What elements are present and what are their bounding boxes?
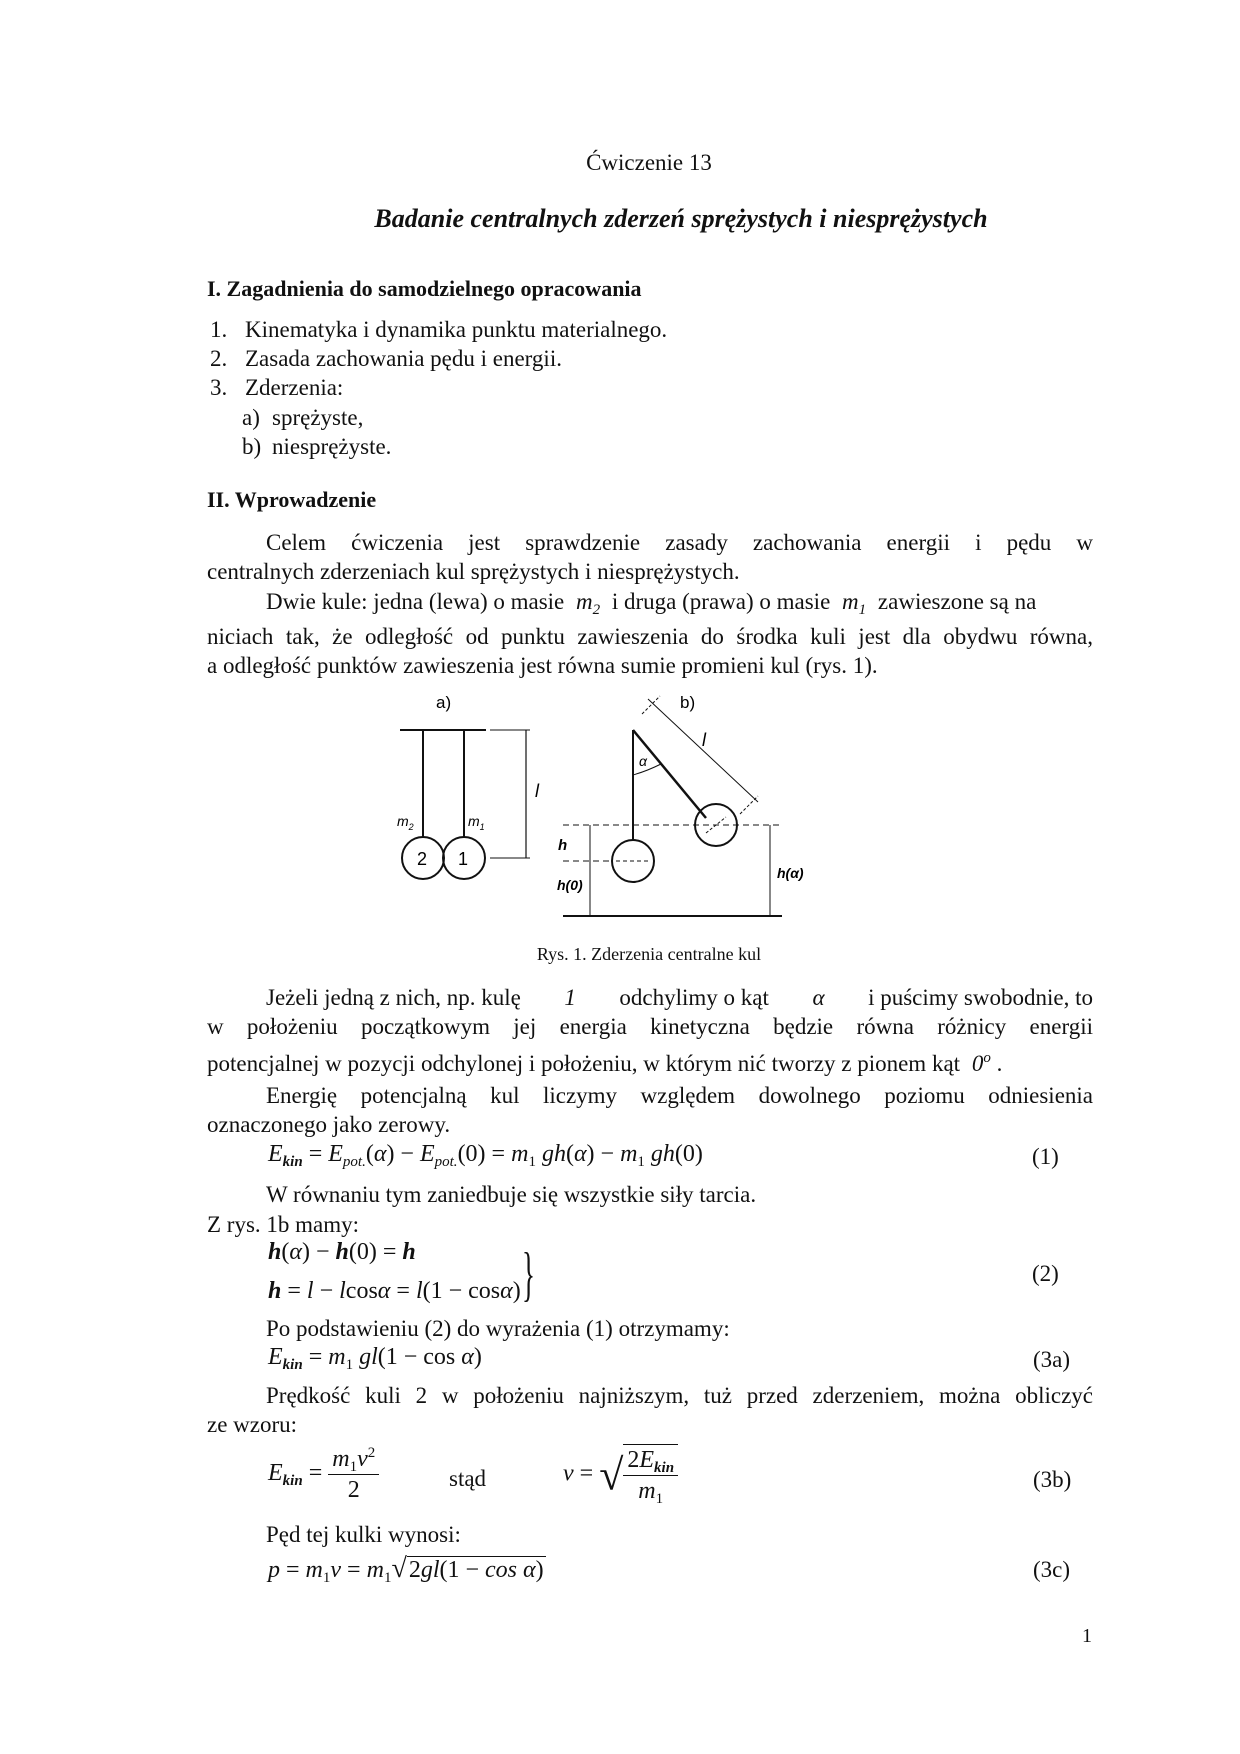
equation-2-line-1: h(α) − h(0) = h <box>268 1239 416 1265</box>
paragraph-line: Prędkość kuli 2 w położeniu najniższym, tuż przed zderzeniem, można obliczyć <box>266 1383 1093 1408</box>
ball-1-label: 1 <box>458 849 469 869</box>
symbol-m1: $m_1$ <box>842 589 867 618</box>
equation-2-number: (2) <box>1032 1261 1059 1286</box>
list-item: 1. Kinematyka i dynamika punktu materialnego. <box>210 317 668 342</box>
paragraph-line: centralnych zderzeniach kul sprężystych i niesprężystych. <box>207 559 740 584</box>
label-m2: $m_2$ <box>397 813 414 832</box>
paragraph-line: Jeżeli jedną z nich, np. kulę 1 odchylimy o kąt α i puścimy swobodnie, to <box>266 985 1093 1010</box>
equation-2-brace: } <box>522 1241 535 1307</box>
paragraph-line: a odległość punktów zawieszenia jest równa sumie promieni kul (rys. 1). <box>207 653 878 678</box>
label-alpha: α <box>639 753 647 769</box>
list-item: 3. Zderzenia: <box>210 375 344 400</box>
equation-3a: $E_{kin} = m_1$ gl(1 − cos α) <box>268 1344 482 1373</box>
paragraph-line: Z rys. 1b mamy: <box>207 1212 360 1237</box>
equation-2-line-2: h = l − lcosα = l(1 − cosα) <box>268 1278 521 1304</box>
paragraph-line: niciach tak, że odległość od punktu zawieszenia do środka kuli jest dla obydwu równa, <box>207 624 1093 649</box>
figure-caption: Rys. 1. Zderzenia centralne kul <box>536 944 762 964</box>
equation-3a-number: (3a) <box>1033 1347 1071 1372</box>
paragraph-line: ze wzoru: <box>207 1412 298 1437</box>
paragraph-line: Dwie kule: jedna (lewa) o masie $m_2$ i druga (prawa) o masie $m_1$ zawieszone są na <box>266 589 1037 618</box>
label-m1: $m_1$ <box>468 813 485 832</box>
paragraph-line: Energię potencjalną kul liczymy względem dowolnego poziomu odniesienia <box>266 1083 1093 1108</box>
equation-3c-number: (3c) <box>1033 1557 1071 1582</box>
equation-3b-number: (3b) <box>1033 1467 1072 1492</box>
label-h: h <box>558 837 568 854</box>
paragraph-line: W równaniu tym zaniedbuje się wszystkie siły tarcia. <box>266 1182 757 1207</box>
list-item: 2. Zasada zachowania pędu i energii. <box>210 346 562 371</box>
ball-2-label: 2 <box>417 849 428 869</box>
paragraph-line: oznaczonego jako zerowy. <box>207 1112 451 1137</box>
equation-3c: $p = m_1v = m_1√2gl(1 - \cos \alpha)$ <box>268 1553 544 1586</box>
list-subitem: b) niesprężyste. <box>242 434 392 459</box>
figure-label-a: a) <box>436 693 452 712</box>
page-number: 1 <box>1082 1625 1092 1647</box>
label-halpha: h(α) <box>777 865 804 881</box>
equation-1-number: (1) <box>1032 1144 1059 1169</box>
figure-label-b: b) <box>680 693 696 712</box>
document-title: Badanie centralnych zderzeń sprężystych i niesprężystych <box>374 204 988 233</box>
equation-3b-left: $E_{kin}$ = $\frac{m_1v^2}{2}$ <box>268 1444 379 1505</box>
figure-collisions <box>380 690 900 930</box>
paragraph-line: Celem ćwiczenia jest sprawdzenie zasady zachowania energii i pędu w <box>266 530 1093 555</box>
paragraph-line: w położeniu początkowym jej energia kinetyczna będzie równa różnicy energii <box>207 1014 1093 1039</box>
label-l-b: l <box>702 730 706 750</box>
section-1-heading: I. Zagadnienia do samodzielnego opracowania <box>207 276 642 301</box>
label-l-a: l <box>535 781 539 801</box>
equation-1: $E_{kin} = E_{pot.}(\alpha) - E_{pot.}(0) = m_1$ $gh(\alpha) - m_1$ gh(0) <box>268 1141 703 1170</box>
equation-3b-right: v = √ $\frac{2E_{kin}}{m_1}$ <box>563 1444 678 1506</box>
paragraph-line: potencjalnej w pozycji odchylonej i położeniu, w którym nić tworzy z pionem kąt 0$^o$ . <box>207 1050 1003 1076</box>
symbol-m2: $m_2$ <box>576 589 601 618</box>
label-h0: h(0) <box>557 877 583 893</box>
section-2-heading: II. Wprowadzenie <box>207 487 377 512</box>
paragraph-line: Po podstawieniu (2) do wyrażenia (1) otrzymamy: <box>266 1316 730 1341</box>
stad-word: stąd <box>449 1466 487 1491</box>
list-subitem: a) sprężyste, <box>242 405 364 430</box>
exercise-label: Ćwiczenie 13 <box>586 150 712 175</box>
paragraph-line: Pęd tej kulki wynosi: <box>266 1522 461 1547</box>
